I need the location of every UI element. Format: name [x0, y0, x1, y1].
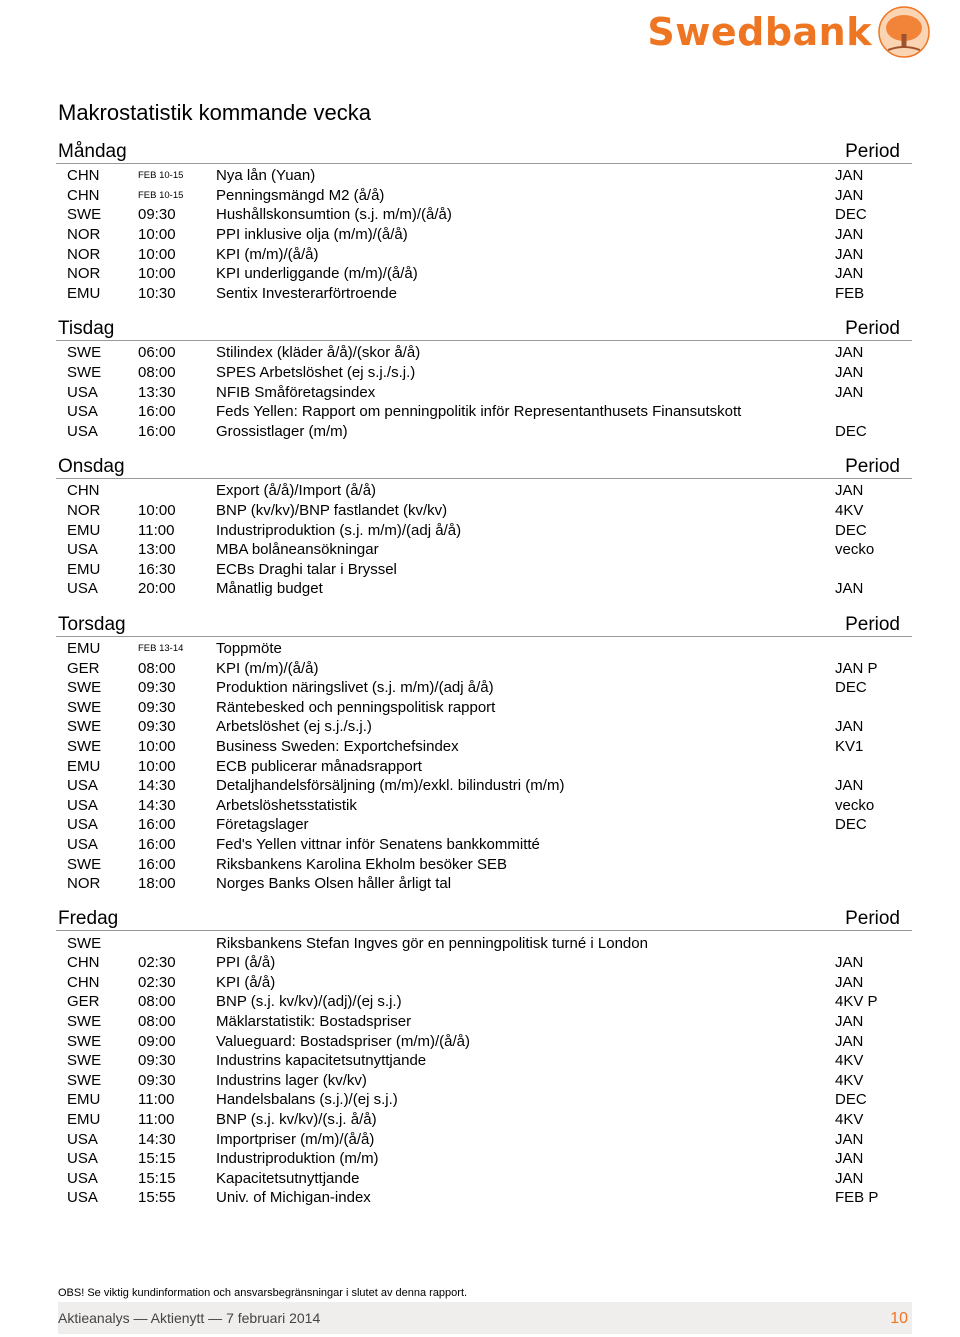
event-cell: Industriproduktion (s.j. m/m)/(adj å/å) — [216, 521, 462, 539]
country-cell: USA — [67, 580, 98, 598]
day-name: Onsdag — [58, 456, 125, 478]
country-cell: EMU — [67, 521, 101, 539]
period-cell: DEC — [835, 1091, 867, 1109]
event-row — [56, 501, 912, 521]
event-cell: Räntebesked och penningspolitisk rapport — [216, 698, 496, 716]
day-section — [56, 905, 912, 1207]
time-cell: 14:30 — [138, 796, 176, 814]
event-cell: BNP (s.j. kv/kv)/(s.j. å/å) — [216, 1111, 377, 1129]
event-cell: Sentix Investerarförtroende — [216, 284, 397, 302]
period-cell: FEB P — [835, 1189, 879, 1207]
event-cell: Toppmöte — [216, 639, 282, 657]
event-row — [56, 1188, 912, 1208]
event-cell: ECBs Draghi talar i Bryssel — [216, 560, 397, 578]
period-cell: vecko — [835, 541, 875, 559]
country-cell: SWE — [67, 934, 102, 952]
period-cell: 4KV — [835, 1111, 864, 1129]
period-cell: 4KV — [835, 502, 864, 520]
logo-wordmark: Swedbank — [647, 10, 872, 54]
period-cell: JAN — [835, 167, 864, 185]
event-row — [56, 737, 912, 757]
event-cell: MBA bolåneansökningar — [216, 541, 379, 559]
time-cell: 10:00 — [138, 245, 176, 263]
event-row — [56, 225, 912, 245]
country-cell: GER — [67, 993, 100, 1011]
event-cell: Stilindex (kläder å/å)/(skor å/å) — [216, 344, 421, 362]
event-cell: Produktion näringslivet (s.j. m/m)/(adj å/å) — [216, 679, 494, 697]
day-header — [56, 905, 912, 931]
time-cell: 16:30 — [138, 560, 176, 578]
country-cell: USA — [67, 777, 98, 795]
event-cell: KPI (m/m)/(å/å) — [216, 245, 319, 263]
country-cell: USA — [67, 1169, 98, 1187]
event-row — [56, 520, 912, 540]
period-cell: DEC — [835, 521, 867, 539]
time-cell: 08:00 — [138, 1013, 176, 1031]
day-section — [56, 453, 912, 599]
time-cell: 09:30 — [138, 206, 176, 224]
period-cell: DEC — [835, 816, 867, 834]
event-row — [56, 1012, 912, 1032]
event-cell: Feds Yellen: Rapport om penningpolitik inför Representanthusets Finansutskott — [216, 403, 742, 421]
event-cell: Nya lån (Yuan) — [216, 167, 316, 185]
day-header — [56, 453, 912, 479]
event-row — [56, 422, 912, 442]
time-cell: 14:30 — [138, 1130, 176, 1148]
event-row — [56, 953, 912, 973]
event-row — [56, 264, 912, 284]
time-cell: 10:30 — [138, 284, 176, 302]
event-row — [56, 697, 912, 717]
period-cell: JAN — [835, 973, 864, 991]
event-row — [56, 284, 912, 304]
event-cell: Arbetslöshetsstatistik — [216, 796, 357, 814]
event-row — [56, 205, 912, 225]
time-cell: 13:00 — [138, 541, 176, 559]
period-cell: JAN — [835, 482, 864, 500]
swedbank-logo — [647, 4, 930, 60]
event-cell: Norges Banks Olsen håller årligt tal — [216, 875, 452, 893]
time-cell: 02:30 — [138, 954, 176, 972]
country-cell: USA — [67, 835, 98, 853]
event-cell: Riksbankens Stefan Ingves gör en penningpolitisk turné i London — [216, 934, 648, 952]
time-cell: 11:00 — [138, 1091, 175, 1109]
time-cell: 14:30 — [138, 777, 176, 795]
day-section — [56, 315, 912, 441]
event-cell: Arbetslöshet (ej s.j./s.j.) — [216, 718, 372, 736]
event-cell: Fed's Yellen vittnar inför Senatens bankkommitté — [216, 835, 540, 853]
time-cell: 08:00 — [138, 364, 176, 382]
period-cell: JAN — [835, 265, 864, 283]
time-cell: 09:30 — [138, 698, 176, 716]
page-title: Makrostatistik kommande vecka — [58, 100, 371, 125]
event-cell: Industrins lager (kv/kv) — [216, 1071, 367, 1089]
event-row — [56, 186, 912, 206]
day-section — [56, 611, 912, 894]
event-row — [56, 874, 912, 894]
event-cell: Grossistlager (m/m) — [216, 422, 348, 440]
event-cell: Riksbankens Karolina Ekholm besöker SEB — [216, 855, 507, 873]
country-cell: CHN — [67, 482, 100, 500]
period-cell: JAN P — [835, 659, 878, 677]
event-cell: Hushållskonsumtion (s.j. m/m)/(å/å) — [216, 206, 452, 224]
event-row — [56, 1071, 912, 1091]
event-cell: Mäklarstatistik: Bostadspriser — [216, 1013, 412, 1031]
event-row — [56, 540, 912, 560]
period-cell: 4KV P — [835, 993, 878, 1011]
day-name: Tisdag — [58, 318, 115, 340]
country-cell: SWE — [67, 855, 102, 873]
event-row — [56, 795, 912, 815]
time-cell: 02:30 — [138, 973, 176, 991]
time-cell: FEB 10-15 — [138, 170, 184, 182]
time-cell: 06:00 — [138, 344, 176, 362]
period-cell: FEB — [835, 284, 865, 302]
event-cell: PPI (å/å) — [216, 954, 276, 972]
country-cell: CHN — [67, 167, 100, 185]
country-cell: EMU — [67, 757, 101, 775]
day-section — [56, 138, 912, 303]
event-cell: Månatlig budget — [216, 580, 323, 598]
event-row — [56, 579, 912, 599]
period-cell: JAN — [835, 1032, 864, 1050]
time-cell: 16:00 — [138, 403, 176, 421]
time-cell: 16:00 — [138, 855, 176, 873]
event-row — [56, 639, 912, 659]
period-cell: DEC — [835, 422, 867, 440]
time-cell: 16:00 — [138, 816, 176, 834]
period-cell: JAN — [835, 1130, 864, 1148]
period-column-header: Period — [845, 456, 900, 478]
country-cell: SWE — [67, 364, 102, 382]
period-cell: JAN — [835, 1169, 864, 1187]
country-cell: CHN — [67, 973, 100, 991]
time-cell: 13:30 — [138, 383, 176, 401]
event-cell: Univ. of Michigan-index — [216, 1189, 371, 1207]
country-cell: SWE — [67, 206, 102, 224]
time-cell: 10:00 — [138, 737, 176, 755]
event-row — [56, 1090, 912, 1110]
country-cell: SWE — [67, 737, 102, 755]
country-cell: NOR — [67, 226, 101, 244]
event-row — [56, 973, 912, 993]
event-cell: Kapacitetsutnyttjande — [216, 1169, 360, 1187]
country-cell: USA — [67, 422, 98, 440]
event-row — [56, 560, 912, 580]
country-cell: NOR — [67, 245, 101, 263]
period-cell: DEC — [835, 206, 867, 224]
event-row — [56, 756, 912, 776]
period-cell: JAN — [835, 364, 864, 382]
country-cell: SWE — [67, 1013, 102, 1031]
event-row — [56, 835, 912, 855]
day-name: Fredag — [58, 908, 119, 930]
event-cell: Importpriser (m/m)/(å/å) — [216, 1130, 375, 1148]
day-header — [56, 315, 912, 341]
event-cell: NFIB Småföretagsindex — [216, 383, 376, 401]
country-cell: SWE — [67, 679, 102, 697]
country-cell: USA — [67, 796, 98, 814]
period-cell: JAN — [835, 718, 864, 736]
country-cell: CHN — [67, 954, 100, 972]
time-cell: 18:00 — [138, 875, 176, 893]
period-cell: 4KV — [835, 1052, 864, 1070]
period-column-header: Period — [845, 908, 900, 930]
country-cell: NOR — [67, 502, 101, 520]
event-cell: KPI underliggande (m/m)/(å/å) — [216, 265, 418, 283]
event-cell: KPI (m/m)/(å/å) — [216, 659, 319, 677]
time-cell: FEB 10-15 — [138, 189, 184, 201]
time-cell: 20:00 — [138, 580, 176, 598]
day-name: Måndag — [58, 141, 127, 162]
event-cell: Industriproduktion (m/m) — [216, 1150, 379, 1168]
event-cell: KPI (å/å) — [216, 973, 276, 991]
event-cell: Detaljhandelsförsäljning (m/m)/exkl. bilindustri (m/m) — [216, 777, 565, 795]
event-row — [56, 658, 912, 678]
oak-tree-icon — [878, 6, 930, 58]
time-cell: 09:30 — [138, 1071, 176, 1089]
period-cell: vecko — [835, 796, 875, 814]
time-cell: 10:00 — [138, 502, 176, 520]
country-cell: EMU — [67, 639, 101, 657]
event-cell: ECB publicerar månadsrapport — [216, 757, 422, 775]
period-cell: JAN — [835, 954, 864, 972]
country-cell: NOR — [67, 265, 101, 283]
event-row — [56, 1031, 912, 1051]
country-cell: USA — [67, 403, 98, 421]
country-cell: SWE — [67, 718, 102, 736]
event-cell: PPI inklusive olja (m/m)/(å/å) — [216, 226, 408, 244]
period-cell: JAN — [835, 1013, 864, 1031]
event-row — [56, 1110, 912, 1130]
country-cell: USA — [67, 383, 98, 401]
event-cell: Företagslager — [216, 816, 309, 834]
time-cell: 09:00 — [138, 1032, 176, 1050]
period-cell: JAN — [835, 1150, 864, 1168]
event-row — [56, 481, 912, 501]
time-cell: 16:00 — [138, 422, 176, 440]
event-cell: Industrins kapacitetsutnyttjande — [216, 1052, 427, 1070]
time-cell: 16:00 — [138, 835, 176, 853]
country-cell: SWE — [67, 698, 102, 716]
country-cell: USA — [67, 1150, 98, 1168]
country-cell: USA — [67, 1130, 98, 1148]
time-cell: FEB 13-14 — [138, 642, 184, 654]
event-row — [56, 382, 912, 402]
event-row — [56, 1149, 912, 1169]
event-row — [56, 933, 912, 953]
event-row — [56, 166, 912, 186]
country-cell: USA — [67, 541, 98, 559]
time-cell: 11:00 — [138, 1111, 175, 1129]
country-cell: EMU — [67, 1091, 101, 1109]
event-cell: SPES Arbetslöshet (ej s.j./s.j.) — [216, 364, 416, 382]
day-name: Torsdag — [58, 613, 126, 635]
country-cell: SWE — [67, 1032, 102, 1050]
country-cell: SWE — [67, 1052, 102, 1070]
period-cell: JAN — [835, 777, 864, 795]
disclaimer: OBS! Se viktig kundinformation och ansvarsbegränsningar i slutet av denna rapport. — [58, 1287, 468, 1299]
period-column-header: Period — [845, 141, 900, 162]
period-cell: JAN — [835, 383, 864, 401]
event-row — [56, 244, 912, 264]
event-row — [56, 815, 912, 835]
time-cell: 10:00 — [138, 757, 176, 775]
country-cell: EMU — [67, 560, 101, 578]
period-cell: KV1 — [835, 737, 864, 755]
page-number: 10 — [890, 1310, 908, 1327]
country-cell: SWE — [67, 1071, 102, 1089]
time-cell: 09:30 — [138, 679, 176, 697]
event-row — [56, 1129, 912, 1149]
time-cell: 10:00 — [138, 226, 176, 244]
country-cell: EMU — [67, 284, 101, 302]
event-row — [56, 1051, 912, 1071]
weekly-calendar — [56, 138, 912, 1220]
time-cell: 15:55 — [138, 1189, 176, 1207]
time-cell: 15:15 — [138, 1150, 176, 1168]
event-row — [56, 717, 912, 737]
time-cell: 09:30 — [138, 718, 176, 736]
event-cell: Penningsmängd M2 (å/å) — [216, 186, 385, 204]
day-header — [56, 138, 912, 164]
country-cell: SWE — [67, 344, 102, 362]
period-cell: JAN — [835, 186, 864, 204]
period-column-header: Period — [845, 318, 900, 340]
event-cell: Handelsbalans (s.j.)/(ej s.j.) — [216, 1091, 398, 1109]
period-cell: DEC — [835, 679, 867, 697]
event-row — [56, 343, 912, 363]
country-cell: USA — [67, 1189, 98, 1207]
event-cell: Export (å/å)/Import (å/å) — [216, 482, 377, 500]
event-cell: Business Sweden: Exportchefsindex — [216, 737, 459, 755]
event-row — [56, 363, 912, 383]
event-row — [56, 678, 912, 698]
time-cell: 08:00 — [138, 659, 176, 677]
event-cell: Valueguard: Bostadspriser (m/m)/(å/å) — [216, 1032, 470, 1050]
period-cell: JAN — [835, 226, 864, 244]
event-cell: BNP (s.j. kv/kv)/(adj)/(ej s.j.) — [216, 993, 402, 1011]
footer-text: Aktieanalys — Aktienytt — 7 februari 2014 — [58, 1310, 321, 1326]
event-row — [56, 1169, 912, 1189]
period-cell: 4KV — [835, 1071, 864, 1089]
footer-bar — [58, 1302, 912, 1334]
time-cell: 10:00 — [138, 265, 176, 283]
country-cell: EMU — [67, 1111, 101, 1129]
country-cell: NOR — [67, 875, 101, 893]
period-cell: JAN — [835, 344, 864, 362]
time-cell: 15:15 — [138, 1169, 176, 1187]
event-row — [56, 854, 912, 874]
time-cell: 11:00 — [138, 521, 175, 539]
event-row — [56, 402, 912, 422]
country-cell: GER — [67, 659, 100, 677]
time-cell: 09:30 — [138, 1052, 176, 1070]
country-cell: USA — [67, 816, 98, 834]
event-row — [56, 992, 912, 1012]
event-cell: BNP (kv/kv)/BNP fastlandet (kv/kv) — [216, 502, 448, 520]
period-cell: JAN — [835, 580, 864, 598]
period-cell: JAN — [835, 245, 864, 263]
time-cell: 08:00 — [138, 993, 176, 1011]
day-header — [56, 611, 912, 637]
period-column-header: Period — [845, 613, 900, 635]
event-row — [56, 776, 912, 796]
country-cell: CHN — [67, 186, 100, 204]
